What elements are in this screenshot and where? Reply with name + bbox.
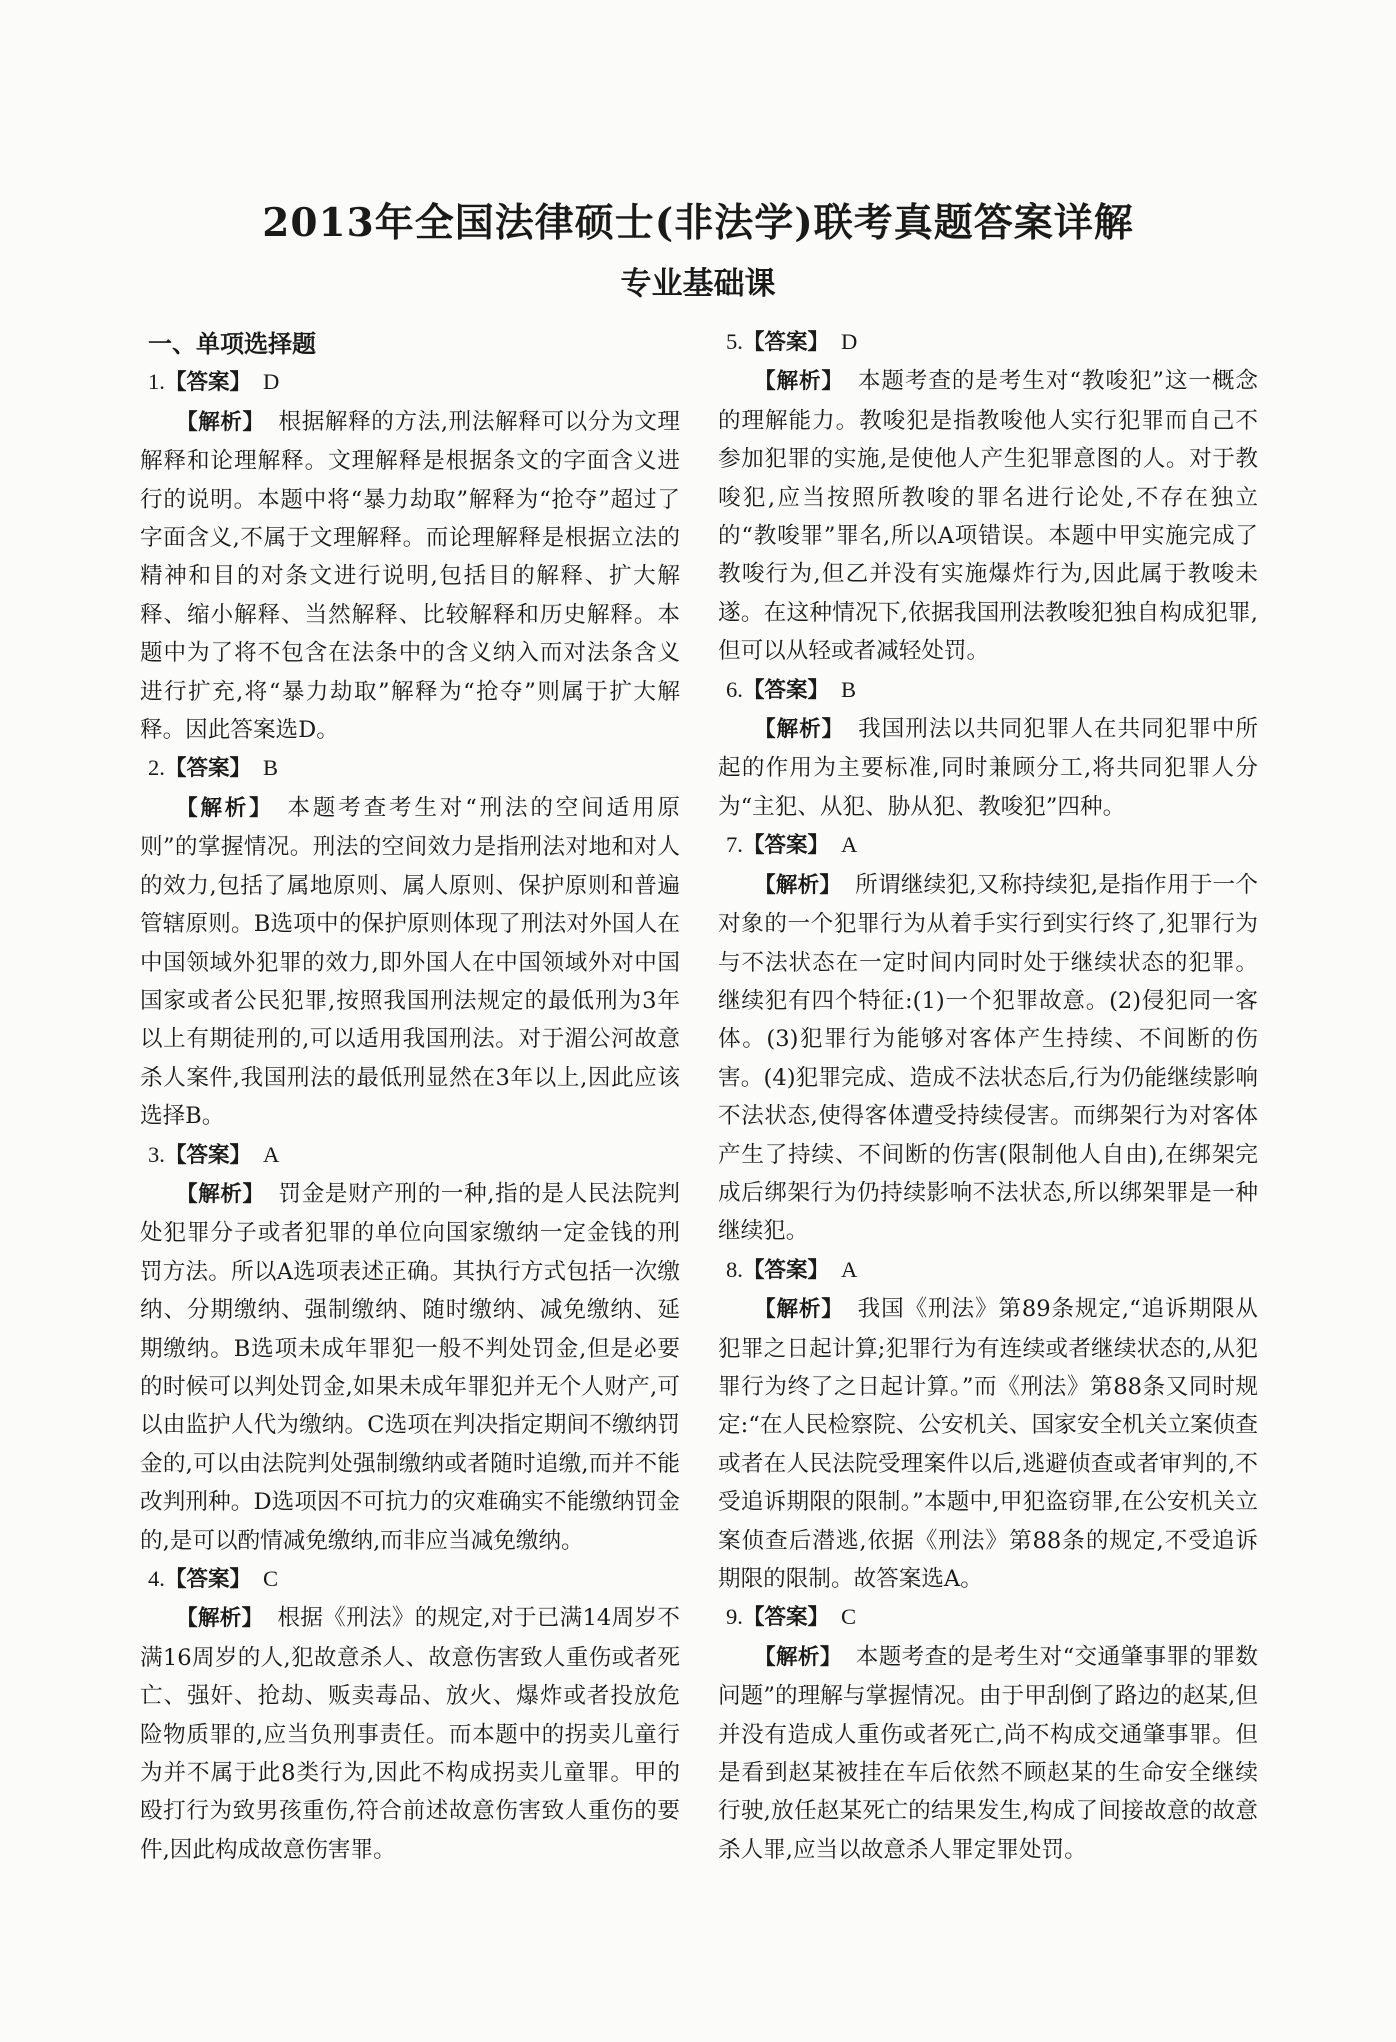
answer-label: 【答案】: [742, 1257, 829, 1283]
explain-label: 【解析】: [754, 1297, 844, 1323]
answer-label: 【答案】: [742, 330, 829, 355]
answer-value: A: [840, 832, 858, 858]
question-number: 7.: [726, 832, 743, 858]
explanation-text: 根据《刑法》的规定,对于已满14周岁不满16周岁的人,犯故意杀人、故意伤害致人重伤或者死亡、强奸、抢劫、贩卖毒品、放火、爆炸或者投放危险物质罪的,应当负刑事责任。而本题中的拐卖儿童行为并不属于此8类行为,因此不构成拐卖儿童罪。甲的殴打行为致男孩重伤,符合前述故意伤害致人重伤的要件,因此构成故意伤害罪。: [140, 1605, 680, 1863]
explanation-2: [140, 789, 680, 1136]
explain-label: 【解析】: [754, 872, 842, 898]
question-number: 8.: [726, 1256, 743, 1282]
answer-value: D: [262, 369, 280, 395]
explain-label: 【解析】: [176, 409, 265, 435]
answer-label: 【答案】: [742, 833, 829, 859]
answer-label: 【答案】: [164, 1142, 251, 1168]
explanation-text: 根据解释的方法,刑法解释可以分为文理解释和论理解释。文理解释是根据条文的字面含义进行的说明。本题中将“暴力劫取”解释为“抢夺”超过了字面含义,不属于文理解释。而论理解释是根据立法的精神和目的对条文进行说明,包括目的解释、扩大解释、缩小解释、当然解释、比较解释和历史解释。本题中为了将不包含在法条中的含义纳入而对法条含义进行扩充,将“暴力劫取”解释为“抢夺”则属于扩大解释。因此答案选D。: [140, 408, 680, 744]
answer-value: C: [262, 1566, 279, 1591]
explanation-1: [140, 403, 680, 750]
explanation-8: [718, 1290, 1258, 1598]
question-number: 4.: [148, 1566, 165, 1591]
answer-value: A: [262, 1141, 280, 1167]
question-number: 2.: [148, 755, 165, 781]
explain-label: 【解析】: [754, 369, 844, 395]
explain-label: 【解析】: [176, 1181, 265, 1207]
answer-label: 【答案】: [164, 370, 251, 396]
explanation-text: 本题考查考生对“刑法的空间适用原则”的掌握情况。刑法的空间效力是指刑法对地和对人的效力,包括了属地原则、属人原则、保护原则和普遍管辖原则。B选项中的保护原则体现了刑法对外国人在中国领域外犯罪的效力,即外国人在中国领域外对中国国家或者公民犯罪,按照我国刑法规定的最低刑为3年以上有期徒刑的,可以适用我国刑法。对于湄公河故意杀人案件,我国刑法的最低刑显然在3年以上,因此应该选择B。: [140, 794, 680, 1130]
explain-label: 【解析】: [176, 1606, 264, 1632]
explanation-text: 所谓继续犯,又称持续犯,是指作用于一个对象的一个犯罪行为从着手实行到实行终了,犯罪行为与不法状态在一定时间内同时处于继续状态的犯罪。继续犯有四个特征:(1)一个犯罪故意。(2)侵犯同一客体。(3)犯罪行为能够对客体产生持续、不间断的伤害。(4)犯罪完成、造成不法状态后,行为仍能继续影响不法状态,使得客体遭受持续侵害。而绑架行为对客体产生了持续、不间断的伤害(限制他人自由),在绑架完成后绑架行为仍持续影响不法状态,所以绑架罪是一种继续犯。: [718, 871, 1258, 1245]
answer-line-1: [140, 363, 680, 402]
explanation-text: 罚金是财产刑的一种,指的是人民法院判处犯罪分子或者犯罪的单位向国家缴纳一定金钱的刑罚方法。所以A选项表述正确。其执行方式包括一次缴纳、分期缴纳、强制缴纳、随时缴纳、减免缴纳、延期缴纳。B选项未成年罪犯一般不判处罚金,但是必要的时候可以判处罚金,如果未成年罪犯并无个人财产,可以由监护人代为缴纳。C选项在判决指定期间不缴纳罚金的,可以由法院判处强制缴纳或者随时追缴,而并不能改判刑种。D选项因不可抗力的灾难确实不能缴纳罚金的,是可以酌情减免缴纳,而非应当减免缴纳。: [140, 1180, 680, 1554]
answer-line-9: [718, 1598, 1258, 1637]
explanation-text: 我国《刑法》第89条规定,“追诉期限从犯罪之日起计算;犯罪行为有连续或者继续状态的,从犯罪行为终了之日起计算。”而《刑法》第88条又同时规定:“在人民检察院、公安机关、国家安全机关立案侦查或者在人民法院受理案件以后,逃避侦查或者审判的,不受追诉期限的限制。”本题中,甲犯盗窃罪,在公安机关立案侦查后潜逃,依据《刑法》第88条的规定,不受追诉期限的限制。故答案选A。: [718, 1296, 1258, 1592]
answer-value: B: [262, 755, 279, 781]
answer-line-4: [140, 1560, 680, 1599]
answer-line-5: [718, 323, 1258, 362]
explain-label: 【解析】: [176, 795, 274, 821]
answer-value: D: [840, 329, 858, 354]
page-title: 2013年全国法律硕士(非法学)联考真题答案详解: [262, 200, 1134, 246]
explanation-text: 本题考查的是考生对“教唆犯”这一概念的理解能力。教唆犯是指教唆他人实行犯罪而自己不参加犯罪的实施,是使他人产生犯罪意图的人。对于教唆犯,应当按照所教唆的罪名进行论处,不存在独立的“教唆罪”罪名,所以A项错误。本题中甲实施完成了教唆行为,但乙并没有实施爆炸行为,因此属于教唆未遂。在这种情况下,依据我国刑法教唆犯独自构成犯罪,但可以从轻或者减轻处罚。: [718, 368, 1258, 665]
explanation-text: 我国刑法以共同犯罪人在共同犯罪中所起的作用为主要标准,同时兼顾分工,将共同犯罪人分为“主犯、从犯、胁从犯、教唆犯”四种。: [718, 716, 1258, 820]
answer-label: 【答案】: [742, 677, 829, 703]
answer-value: A: [840, 1256, 858, 1282]
answer-label: 【答案】: [164, 756, 251, 782]
question-number: 9.: [726, 1604, 743, 1630]
question-number: 1.: [148, 369, 165, 395]
question-number: 3.: [148, 1141, 165, 1167]
explanation-6: [718, 710, 1258, 826]
answer-line-7: [718, 826, 1258, 865]
answer-line-3: [140, 1136, 680, 1175]
answer-value: B: [840, 676, 857, 702]
explain-label: 【解析】: [754, 717, 845, 743]
left-column: [140, 325, 680, 1869]
right-column: [718, 323, 1258, 1869]
explanation-3: [140, 1175, 680, 1560]
answer-value: C: [840, 1604, 857, 1630]
explanation-7: [718, 866, 1258, 1251]
answer-line-6: [718, 671, 1258, 710]
question-number: 5.: [726, 329, 743, 354]
answer-line-2: [140, 749, 680, 788]
answer-line-8: [718, 1251, 1258, 1290]
explanation-5: [718, 362, 1258, 670]
explain-label: 【解析】: [754, 1644, 842, 1670]
answer-label: 【答案】: [164, 1567, 251, 1592]
question-number: 6.: [726, 676, 743, 702]
page-subtitle: 专业基础课: [620, 266, 776, 302]
explanation-4: [140, 1599, 680, 1869]
explanation-text: 本题考查的是考生对“交通肇事罪的罪数问题”的理解与掌握情况。由于甲刮倒了路边的赵某,但并没有造成人重伤或者死亡,尚不构成交通肇事罪。但是看到赵某被挂在车后依然不顾赵某的生命安全继续行驶,放任赵某死亡的结果发生,构成了间接故意的故意杀人罪,应当以故意杀人罪定罪处罚。: [718, 1643, 1258, 1863]
answer-label: 【答案】: [742, 1605, 829, 1631]
section-heading: 一、单项选择题: [148, 330, 316, 358]
explanation-9: [718, 1638, 1258, 1869]
